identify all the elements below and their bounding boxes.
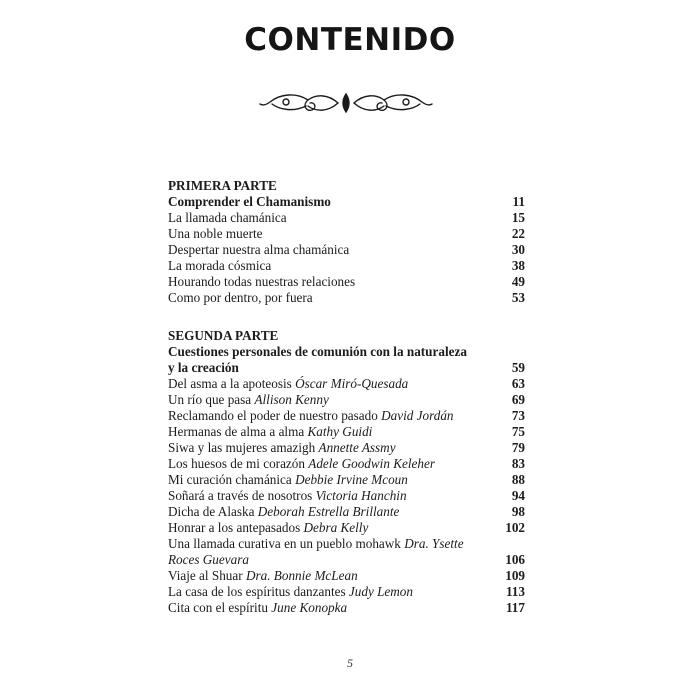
toc-entry-page: 113 [505,584,525,599]
ornament-divider-icon [258,88,434,118]
toc-entry [168,424,530,440]
toc-entry-page: 69 [511,392,525,407]
toc-entry-text: Comprender el Chamanismo [168,194,331,209]
toc-entry-author: Deborah Estrella Brillante [257,504,400,519]
toc-entry-title [168,520,368,536]
toc-entry-page: 15 [511,210,525,225]
toc-entry-title [168,424,372,440]
toc-entry-author: June Konopka [271,600,348,615]
toc-entry-title [168,392,329,408]
toc-entry-page: 38 [511,258,525,273]
toc-entry-text: Dicha de Alaska [168,504,258,519]
part1-heading: PRIMERA PARTE [168,178,277,193]
toc-entry-text: Una noble muerte [168,226,263,241]
toc-entry-page: 79 [511,440,525,455]
toc-entry-text: Cita con el espíritu [168,600,272,615]
toc-entry-author: Annette Assmy [318,440,396,455]
toc-entry-text: Honrar a los antepasados [168,520,304,535]
toc-entry-title [168,584,413,600]
toc-entry [168,274,530,290]
toc-entry [168,194,530,210]
toc-entry-title [168,376,408,392]
toc-entry-text: Hermanas de alma a alma [168,424,308,439]
toc-entry-page: 94 [511,488,525,503]
toc-entry-text: Hourando todas nuestras relaciones [168,274,356,289]
toc-entry-page: 83 [511,456,525,471]
toc-entry-author: Debra Kelly [303,520,369,535]
toc-entry-title [168,440,396,456]
toc-entry-page: 102 [505,520,525,535]
toc-entry-title [168,488,407,504]
toc-entry-text: La llamada chamánica [168,210,287,225]
toc-entry-text: Siwa y las mujeres amazigh [168,440,319,455]
toc-entry [168,456,530,472]
toc-entry-title [168,274,355,290]
toc-entry-page: 63 [511,376,525,391]
toc-entry-title [168,472,408,488]
toc-entry-text: Reclamando el poder de nuestro pasado [168,408,382,423]
toc-entry [168,210,530,226]
toc-entry-page: 53 [511,290,525,305]
toc-entry [168,568,530,584]
toc-entry-page: 109 [505,568,525,583]
toc-entry-page: 75 [511,424,525,439]
part2-heading: SEGUNDA PARTE [168,328,279,343]
toc-entry-page: 73 [511,408,525,423]
toc-entry [168,242,530,258]
part2-subtitle [168,344,530,376]
toc-entry-page: 22 [511,226,525,241]
toc-entry [168,408,530,424]
part2-subtitle-text: Cuestiones personales de comunión con la naturaleza y la creación [168,344,467,375]
toc-entry-author: Dra. Ysette Roces Guevara [168,536,464,567]
toc-entry [168,488,530,504]
toc-entry [168,472,530,488]
toc-entry-title [168,568,358,584]
toc-entry-author: Kathy Guidi [307,424,373,439]
toc-entry-page: 11 [512,194,525,209]
toc-entry-page: 30 [511,242,525,257]
toc-entry-author: Allison Kenny [254,392,329,407]
toc-entry-text: Soñará a través de nosotros [168,488,316,503]
toc-entry-page: 106 [505,552,525,567]
toc-entry-title [168,210,287,226]
toc-entry-text: Del asma a la apoteosis [168,376,296,391]
toc-entry-author: Óscar Miró-Quesada [295,376,409,391]
toc-entry [168,520,530,536]
page-title: CONTENIDO [244,22,456,58]
toc-entry-title [168,536,468,568]
toc-entry [168,536,530,568]
toc-entry-text: Mi curación chamánica [168,472,296,487]
toc-entry [168,504,530,520]
table-of-contents [168,178,530,616]
toc-entry-title [168,456,435,472]
toc-entry-page: 98 [511,504,525,519]
toc-entry [168,600,530,616]
toc-entry [168,258,530,274]
toc-entry-title [168,226,262,242]
toc-entry-text: La casa de los espíritus danzantes [168,584,349,599]
toc-entry-page: 49 [511,274,525,289]
toc-entry-text: Un río que pasa [168,392,255,407]
toc-entry-author: Judy Lemon [348,584,413,599]
toc-entry-text: Los huesos de mi corazón [168,456,309,471]
toc-entry [168,392,530,408]
toc-entry-title [168,258,271,274]
toc-entry [168,440,530,456]
toc-entry-page: 117 [505,600,525,615]
toc-entry [168,584,530,600]
page-number: 5 [347,656,353,670]
toc-entry-title [168,194,331,210]
part2-list [168,376,530,616]
toc-entry-author: Dra. Bonnie McLean [245,568,358,583]
toc-entry [168,290,530,306]
toc-entry-title [168,242,349,258]
toc-entry [168,376,530,392]
toc-entry-author: Adele Goodwin Keleher [308,456,435,471]
toc-entry-text: Viaje al Shuar [168,568,246,583]
toc-entry-text: Una llamada curativa en un pueblo mohawk [168,536,405,551]
toc-entry-page: 88 [511,472,525,487]
toc-entry [168,226,530,242]
part2-subtitle-page: 59 [511,360,525,375]
toc-entry-text: Despertar nuestra alma chamánica [168,242,350,257]
toc-entry-text: La morada cósmica [168,258,272,273]
toc-entry-author: David Jordán [381,408,454,423]
toc-entry-author: Debbie Irvine Mcoun [295,472,408,487]
toc-entry-title [168,290,313,306]
toc-entry-title [168,600,347,616]
toc-entry-title [168,408,454,424]
toc-entry-text: Como por dentro, por fuera [168,290,313,305]
toc-entry-title [168,504,399,520]
part1-list [168,194,530,306]
toc-entry-author: Victoria Hanchin [315,488,407,503]
